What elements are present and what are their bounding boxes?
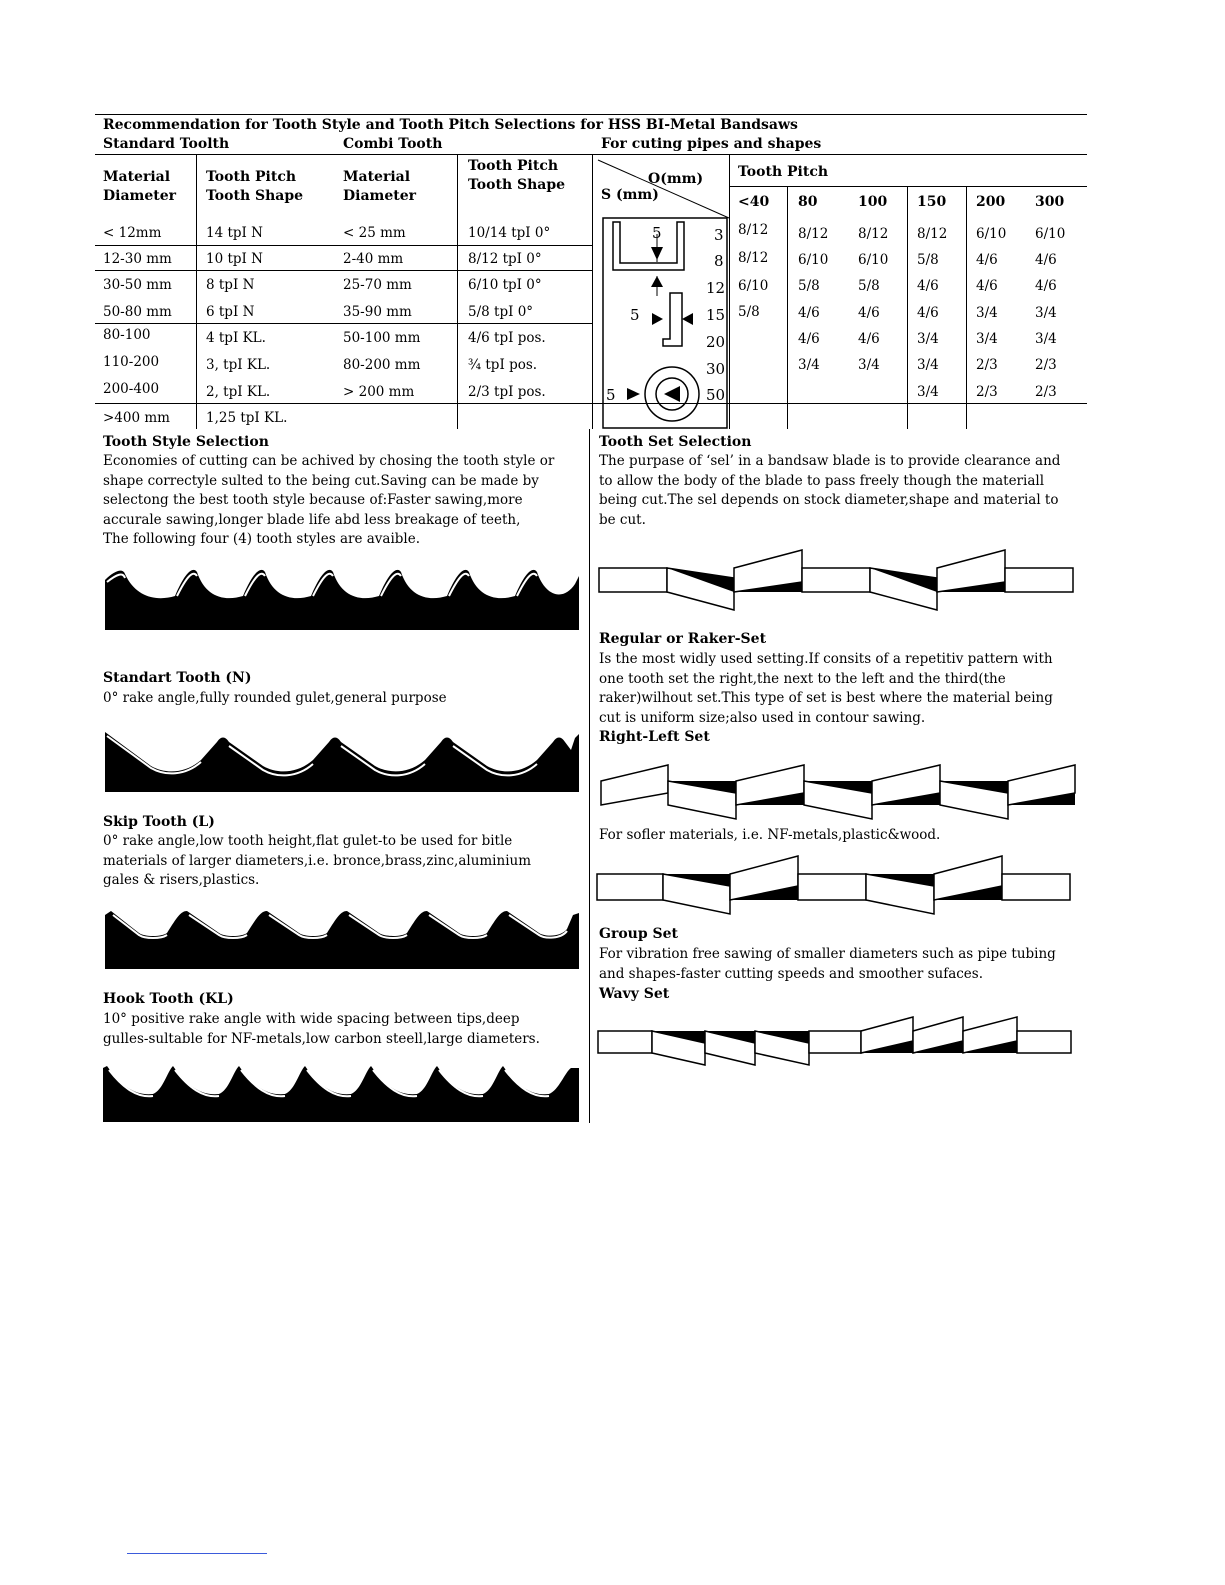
pipe-cell: 5/8 (858, 278, 880, 294)
page-title: Recommendation for Tooth Style and Tooth Pitch Selections for HSS BI-Metal Bandsaws (103, 117, 798, 133)
combi-diameter: 80-200 mm (343, 357, 421, 373)
std-diameter: 12-30 mm (103, 251, 172, 267)
combi-pitch: 4/6 tpI pos. (468, 330, 546, 346)
pipe-cell: 3/4 (976, 331, 998, 347)
pipe-cell: 2/3 (976, 357, 998, 373)
pipe-cell: 4/6 (917, 305, 939, 321)
combi-pitch: 8/12 tpI 0° (468, 251, 542, 267)
raker-set-text: Is the most widly used setting.If consits of a repetitiv pattern with one tooth set the right,the next to the left and the third(the raker)wilhout set.This type of set is best where the material being cut is uniform size;also used in contour sawing. (599, 651, 1053, 726)
pipe-col-header: 100 (858, 194, 888, 210)
pipe-cell: 4/6 (917, 278, 939, 294)
s-value: 3 (714, 226, 724, 244)
tooth-set-heading: Tooth Set Selection (599, 434, 752, 450)
std-diameter: 80-100 (103, 327, 151, 343)
std-pitch: 10 tpI N (206, 251, 263, 267)
pipe-cell: 6/10 (798, 252, 829, 268)
pipe-cell: 8/12 (738, 250, 769, 266)
section-pipes-heading: For cuting pipes and shapes (601, 136, 822, 152)
group-set-heading: Group Set (599, 926, 678, 942)
hook-tooth-image (103, 1064, 579, 1122)
right-left-set-text: For sofler materials, i.e. NF-metals,plastic&wood. (599, 827, 941, 843)
pipe-col-header: 200 (976, 194, 1006, 210)
skip-tooth-image (105, 907, 579, 969)
right-left-set-image (600, 761, 1076, 821)
combi-diameter: 2-40 mm (343, 251, 404, 267)
pipe-cell: 6/10 (738, 278, 769, 294)
std-pitch: 1,25 tpI KL. (206, 410, 288, 426)
pipe-col-header: 300 (1035, 194, 1065, 210)
wavy-set-image (597, 1013, 1073, 1069)
std-pitch: 6 tpI N (206, 304, 255, 320)
std-pitch: 14 tpI N (206, 225, 263, 241)
pipe-col-header: 150 (917, 194, 947, 210)
diagram-label: 5 (630, 306, 640, 324)
tooth-style-heading: Tooth Style Selection (103, 434, 269, 450)
right-left-set-heading: Right-Left Set (599, 729, 710, 745)
pipe-cell: 8/12 (917, 226, 948, 242)
pipe-cell: 6/10 (1035, 226, 1066, 242)
pipe-cell: 5/8 (917, 252, 939, 268)
pipe-cell: 3/4 (976, 305, 998, 321)
s-value: 30 (706, 360, 726, 378)
pipe-cell: 6/10 (858, 252, 889, 268)
std-diameter: 30-50 mm (103, 277, 172, 293)
section-combi-heading: Combi Tooth (343, 136, 443, 152)
pipe-cell: 4/6 (858, 331, 880, 347)
column-divider (589, 429, 590, 1123)
header-tooth-pitch-shape: Tooth Pitch Tooth Shape (206, 169, 304, 204)
pipe-col-header: <40 (738, 194, 770, 210)
hook-tooth-heading: Hook Tooth (KL) (103, 991, 234, 1007)
pipe-cell: 4/6 (798, 331, 820, 347)
std-diameter: >400 mm (103, 410, 170, 426)
raker-set-heading: Regular or Raker-Set (599, 631, 767, 647)
footnote-rule (127, 1553, 267, 1554)
pipe-cell: 3/4 (798, 357, 820, 373)
combi-pitch: 6/10 tpI 0° (468, 277, 542, 293)
pipe-cell: 8/12 (738, 222, 769, 238)
std-pitch: 4 tpI KL. (206, 330, 266, 346)
pipe-cell: 3/4 (917, 331, 939, 347)
group-set-text: For vibration free sawing of smaller diameters such as pipe tubing and shapes-faster cutting speeds and smoother sufaces. (599, 946, 1056, 982)
header-material-diameter: Material Diameter (103, 169, 177, 204)
pipe-cell: 8/12 (858, 226, 889, 242)
pipe-cell: 4/6 (1035, 252, 1057, 268)
combi-diameter: 50-100 mm (343, 330, 421, 346)
combi-pitch: 2/3 tpI pos. (468, 384, 546, 400)
combi-diameter: 35-90 mm (343, 304, 412, 320)
pipe-cell: 6/10 (976, 226, 1007, 242)
std-pitch: 2, tpI KL. (206, 384, 271, 400)
pipe-cell: 8/12 (798, 226, 829, 242)
header-tooth-pitch: Tooth Pitch (738, 164, 829, 180)
pipe-cell: 3/4 (1035, 331, 1057, 347)
pipe-cell: 5/8 (798, 278, 820, 294)
tooth-set-text: The purpase of ‘sel’ in a bandsaw blade is to provide clearance and to allow the body of the blade to pass freely though the materiall being cut.The sel depends on stock diameter,shape and material to be cut. (599, 453, 1061, 528)
wavy-set-heading: Wavy Set (599, 986, 670, 1002)
pipe-cell: 3/4 (917, 384, 939, 400)
tooth-set-image (598, 546, 1074, 612)
hook-tooth-text: 10° positive rake angle with wide spacing between tips,deep gulles-sultable for NF-metals,low carbon steell,large diameters. (103, 1011, 540, 1047)
pipe-cell: 4/6 (858, 305, 880, 321)
diagram-label: 5 (606, 386, 616, 404)
pipe-cell: 5/8 (738, 304, 760, 320)
pipe-cell: 4/6 (1035, 278, 1057, 294)
std-pitch: 3, tpI KL. (206, 357, 271, 373)
standart-tooth-text: 0° rake angle,fully rounded gulet,general purpose (103, 690, 447, 706)
std-diameter: 50-80 mm (103, 304, 172, 320)
pipe-cell: 2/3 (1035, 384, 1057, 400)
header-s-mm: S (mm) (601, 187, 659, 203)
header-combi-tooth-pitch-shape: Tooth Pitch Tooth Shape (468, 158, 566, 193)
pipe-cell: 3/4 (1035, 305, 1057, 321)
combi-pitch: ¾ tpI pos. (468, 357, 538, 373)
s-value: 15 (706, 306, 726, 324)
std-diameter: 110-200 (103, 354, 160, 370)
combi-pitch: 10/14 tpI 0° (468, 225, 551, 241)
s-value: 8 (714, 252, 724, 270)
std-diameter: 200-400 (103, 381, 160, 397)
skip-tooth-heading: Skip Tooth (L) (103, 814, 215, 830)
combi-diameter: < 25 mm (343, 225, 406, 241)
standart-tooth-image (105, 730, 579, 792)
std-diameter: < 12mm (103, 225, 162, 241)
pipe-col-header: 80 (798, 194, 818, 210)
s-value: 12 (706, 279, 726, 297)
s-value: 50 (706, 386, 726, 404)
std-pitch: 8 tpI N (206, 277, 255, 293)
header-o-mm: O(mm) (648, 171, 704, 187)
right-left-set-image-2 (596, 852, 1072, 916)
combi-pitch: 5/8 tpI 0° (468, 304, 534, 320)
tooth-style-blade-image (105, 566, 579, 630)
pipe-cell: 4/6 (976, 278, 998, 294)
pipe-cell: 3/4 (858, 357, 880, 373)
pipe-cell: 2/3 (1035, 357, 1057, 373)
pipe-cell: 4/6 (798, 305, 820, 321)
header-combi-material-diameter: Material Diameter (343, 169, 417, 204)
standart-tooth-heading: Standart Tooth (N) (103, 670, 252, 686)
combi-diameter: > 200 mm (343, 384, 415, 400)
combi-diameter: 25-70 mm (343, 277, 412, 293)
pipe-cell: 4/6 (976, 252, 998, 268)
s-value: 20 (706, 333, 726, 351)
diagram-label: 5 (652, 224, 662, 242)
section-standard-heading: Standard Toolth (103, 136, 230, 152)
skip-tooth-text: 0° rake angle,low tooth height,flat gulet-to be used for bitle materials of larger diameters,i.e. bronce,brass,zinc,aluminium gales & risers,plastics. (103, 833, 532, 888)
pipe-cell: 2/3 (976, 384, 998, 400)
pipe-cell: 3/4 (917, 357, 939, 373)
tooth-style-text: Economies of cutting can be achived by chosing the tooth style or shape correctyle sulted to the being cut.Saving can be made by selectong the best tooth style because of:Faster sawing,more accurale sawing,longer blade life abd less breakage of teeth, The following four (4) tooth styles are avaible. (103, 453, 555, 547)
